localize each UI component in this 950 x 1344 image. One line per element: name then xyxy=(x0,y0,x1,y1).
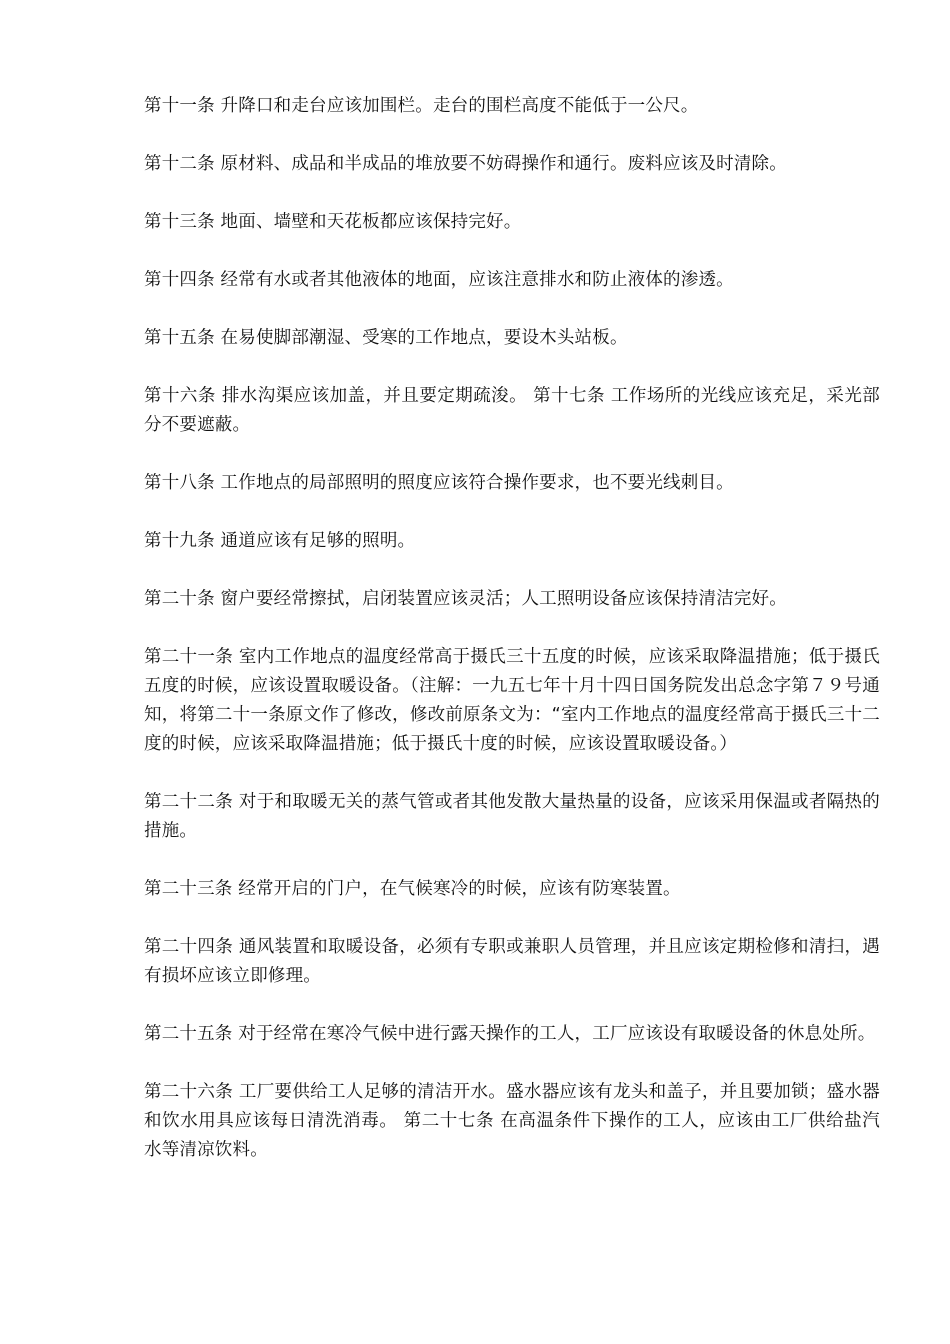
article-19: 第十九条 通道应该有足够的照明。 xyxy=(144,531,416,551)
article-16-17: 第十六条 排水沟渠应该加盖，并且要定期疏浚。 第十七条 工作场所的光线应该充足，采光部分不要遮蔽。 xyxy=(144,386,880,435)
article-14: 第十四条 经常有水或者其他液体的地面，应该注意排水和防止液体的渗透。 xyxy=(144,270,734,290)
article-22: 第二十二条 对于和取暖无关的蒸气管或者其他发散大量热量的设备，应该采用保温或者隔热的措施。 xyxy=(144,792,880,841)
article-12: 第十二条 原材料、成品和半成品的堆放要不妨碍操作和通行。废料应该及时清除。 xyxy=(144,154,787,174)
article-23: 第二十三条 经常开启的门户，在气候寒冷的时候，应该有防寒装置。 xyxy=(144,879,681,899)
article-21: 第二十一条 室内工作地点的温度经常高于摄氏三十五度的时候，应该采取降温措施；低于摄氏五度的时候，应该设置取暖设备。（注解：一九五七年十月十四日国务院发出总念字第７９号通知，将第二十一条原文作了修改，修改前原条文为：“室内工作地点的温度经常高于摄氏三十二度的时候，应该采取降温措施；低于摄氏十度的时候，应该设置取暖设备。） xyxy=(144,647,880,754)
article-25: 第二十五条 对于经常在寒冷气候中进行露天操作的工人，工厂应该设有取暖设备的休息处所。 xyxy=(144,1024,876,1044)
article-13: 第十三条 地面、墙壁和天花板都应该保持完好。 xyxy=(144,212,522,232)
article-24: 第二十四条 通风装置和取暖设备，必须有专职或兼职人员管理，并且应该定期检修和清扫，遇有损坏应该立即修理。 xyxy=(144,937,880,986)
article-20: 第二十条 窗户要经常擦拭，启闭装置应该灵活；人工照明设备应该保持清洁完好。 xyxy=(144,589,787,609)
document-body xyxy=(144,92,880,1194)
article-11: 第十一条 升降口和走台应该加围栏。走台的围栏高度不能低于一公尺。 xyxy=(144,96,699,116)
article-18: 第十八条 工作地点的局部照明的照度应该符合操作要求，也不要光线刺目。 xyxy=(144,473,734,493)
article-15: 第十五条 在易使脚部潮湿、受寒的工作地点，要设木头站板。 xyxy=(144,328,628,348)
article-26-27: 第二十六条 工厂要供给工人足够的清洁开水。盛水器应该有龙头和盖子，并且要加锁；盛水器和饮水用具应该每日清洗消毒。 第二十七条 在高温条件下操作的工人，应该由工厂供给盐汽水等清凉饮料。 xyxy=(144,1082,880,1160)
